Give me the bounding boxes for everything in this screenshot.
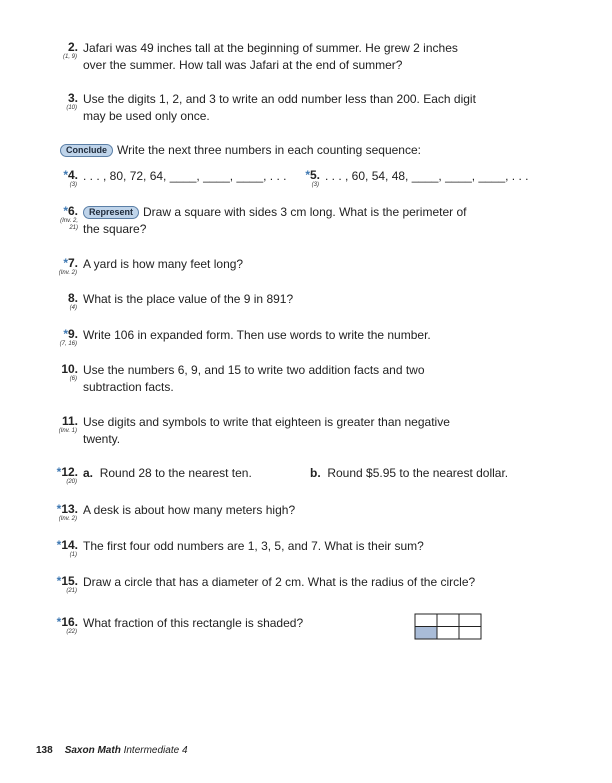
star-marker: * — [56, 502, 62, 516]
problem-text: The first four odd numbers are 1, 3, 5, and 7. What is their sum? — [83, 539, 424, 553]
unshaded-cell — [415, 614, 437, 627]
star-marker: * — [63, 256, 68, 270]
problem-text: A desk is about how many meters high? — [83, 503, 296, 517]
part-b-label: b. — [310, 466, 321, 480]
lesson-reference: (7, 16) — [59, 341, 77, 347]
star-marker: * — [63, 168, 68, 182]
problem-number: 16. — [61, 615, 78, 629]
unshaded-cell — [459, 614, 481, 627]
problem-number: 5. — [309, 168, 320, 182]
lesson-reference: (20) — [66, 479, 77, 485]
problem-number: 10. — [61, 362, 78, 376]
book-subtitle: Intermediate 4 — [120, 745, 188, 756]
lesson-reference: (Inv. 2) — [58, 270, 77, 276]
star-marker: * — [63, 327, 68, 341]
problem-number: 11. — [61, 414, 78, 428]
unshaded-cell — [459, 627, 481, 640]
lesson-reference: (1) — [69, 552, 77, 558]
problem-text: . . . , 80, 72, 64, ____, ____, ____, . . . — [83, 169, 287, 183]
shaded-rectangle-figure — [414, 613, 482, 640]
problem-number: 6. — [67, 204, 78, 218]
problem-text: A yard is how many feet long? — [83, 257, 244, 271]
problem-text: Draw a square with sides 3 cm long. What is the perimeter of the square? — [83, 205, 467, 236]
part-a-text: Round 28 to the nearest ten. — [99, 466, 252, 480]
page-number: 138 — [36, 745, 53, 756]
shaded-cell — [415, 627, 437, 640]
lesson-reference: (4) — [69, 305, 77, 311]
problem-number: 8. — [67, 291, 78, 305]
lesson-reference: (3) — [69, 182, 77, 188]
problem-number: 7. — [67, 256, 78, 270]
part-a — [83, 465, 263, 482]
lesson-reference: (Inv. 1) — [58, 428, 77, 434]
problem-number: 15. — [61, 574, 78, 588]
problem-text: Use digits and symbols to write that eighteen is greater than negative twenty. — [83, 415, 450, 446]
unshaded-cell — [437, 614, 459, 627]
lesson-reference: (3) — [311, 182, 319, 188]
problem-text: Use the numbers 6, 9, and 15 to write two addition facts and two subtraction facts. — [83, 363, 425, 394]
lesson-reference: (Inv. 2) — [58, 516, 77, 522]
star-marker: * — [56, 465, 62, 479]
problem-text: Write 106 in expanded form. Then use words to write the number. — [83, 328, 431, 342]
problem-number: 9. — [67, 327, 78, 341]
problem-number: 12. — [61, 465, 78, 479]
star-marker: * — [56, 538, 62, 552]
star-marker: * — [63, 204, 68, 218]
problem-number: 13. — [61, 502, 78, 516]
page-footer — [36, 745, 188, 757]
unshaded-cell — [437, 627, 459, 640]
instruction-text: Write the next three numbers in each counting sequence: — [117, 143, 421, 157]
represent-badge: Represent — [83, 206, 139, 219]
problem-number: 14. — [61, 538, 78, 552]
lesson-reference: (Inv. 2, 21) — [60, 218, 78, 231]
book-title: Saxon Math — [64, 745, 121, 756]
problem-text: What is the place value of the 9 in 891? — [83, 292, 294, 306]
problem-text: Draw a circle that has a diameter of 2 cm. What is the radius of the circle? — [83, 575, 476, 589]
lesson-reference: (1, 9) — [62, 54, 77, 60]
problem-text: What fraction of this rectangle is shaded? — [83, 616, 304, 630]
problem-number: 4. — [67, 168, 78, 182]
problem-text: . . . , 60, 54, 48, ____, ____, ____, . . . — [325, 169, 529, 183]
lesson-reference: (22) — [66, 629, 77, 635]
problem-text: Use the digits 1, 2, and 3 to write an odd number less than 200. Each digit may be used only once. — [83, 92, 476, 123]
problem-number: 3. — [67, 91, 78, 105]
lesson-reference: (21) — [66, 588, 77, 594]
conclude-badge: Conclude — [60, 144, 113, 157]
part-b — [310, 465, 540, 482]
lesson-reference: (10) — [66, 105, 77, 111]
star-marker: * — [305, 168, 310, 182]
star-marker: * — [56, 574, 62, 588]
problem-number: 2. — [67, 40, 78, 54]
problem-text: Jafari was 49 inches tall at the beginning of summer. He grew 2 inches over the summer. How tall was Jafari at the end of summer? — [83, 41, 458, 72]
star-marker: * — [56, 615, 62, 629]
part-a-label: a. — [83, 466, 94, 480]
part-b-text: Round $5.95 to the nearest dollar. — [327, 466, 509, 480]
lesson-reference: (6) — [69, 376, 77, 382]
